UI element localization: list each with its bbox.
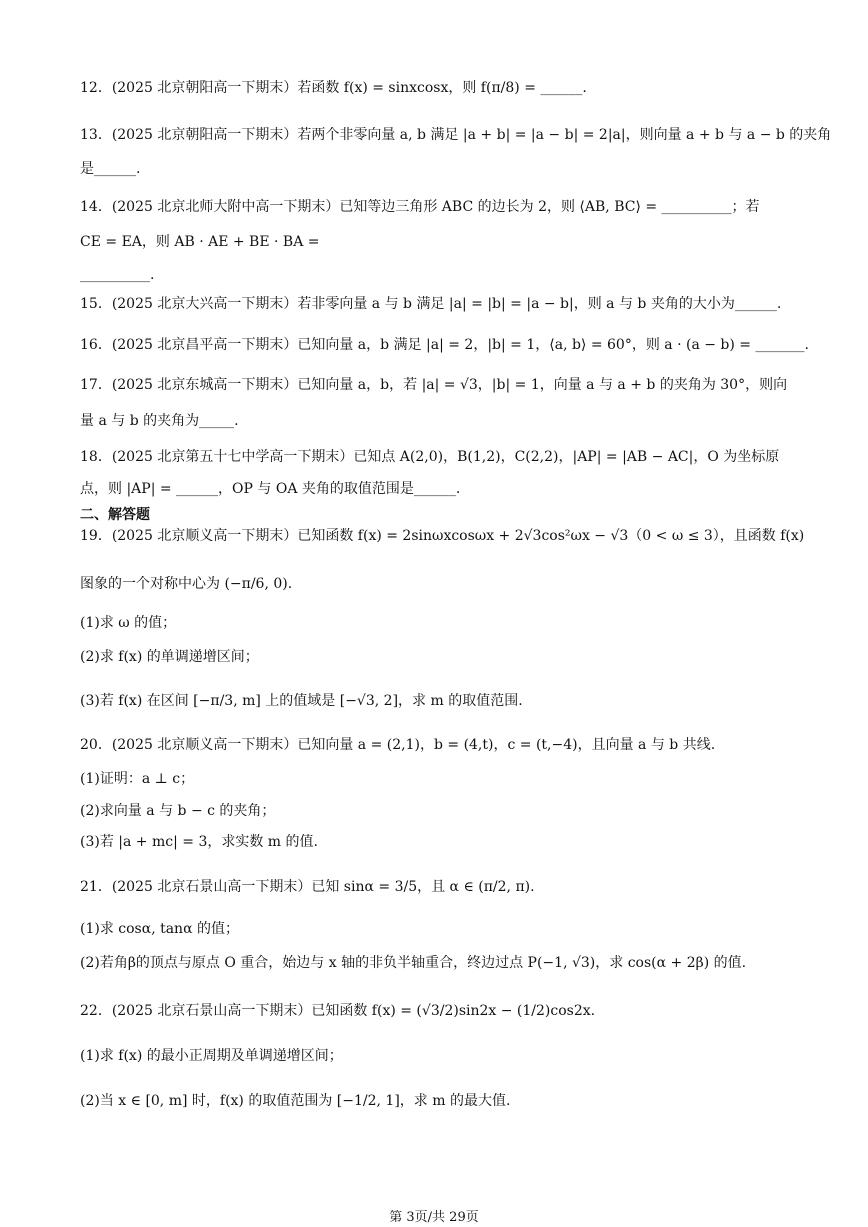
question-21-part-1: (1)求 cosα, tanα 的值； xyxy=(80,921,239,937)
question-14-line-1: 14．(2025 北京北师大附中高一下期末）已知等边三角形 ABC 的边长为 2，则 ⟨AB, BC⟩ = __________；若 xyxy=(80,199,760,215)
question-22-part-2: (2)当 x ∈ [0, m] 时，f(x) 的取值范围为 [−1/2, 1]，求 m 的最大值. xyxy=(80,1093,511,1109)
question-14-line-3: __________. xyxy=(80,267,155,283)
question-19-line-2: 图象的一个对称中心为 (−π/6, 0). xyxy=(80,576,293,592)
question-17-line-1: 17．(2025 北京东城高一下期末）已知向量 a，b，若 |a| = √3，|b| = 1，向量 a 与 a + b 的夹角为 30°，则向 xyxy=(80,377,788,393)
question-18-line-1: 18．(2025 北京第五十七中学高一下期末）已知点 A(2,0)，B(1,2)，C(2,2)，|AP| = |AB − AC|，O 为坐标原 xyxy=(80,449,780,465)
question-19-part-2: (2)求 f(x) 的单调递增区间； xyxy=(80,649,259,665)
question-13-line-1: 13．(2025 北京朝阳高一下期末）若两个非零向量 a, b 满足 |a + b| = |a − b| = 2|a|，则向量 a + b 与 a − b 的夹角 xyxy=(80,127,832,143)
page-number: 第 3页/共 29页 xyxy=(389,1210,479,1225)
question-22-line-1: 22．(2025 北京石景山高一下期末）已知函数 f(x) = (√3/2)sin2x − (1/2)cos2x. xyxy=(80,1003,596,1019)
question-18-line-2: 点，则 |AP| = ______，OP 与 OA 夹角的取值范围是______. xyxy=(80,481,461,497)
question-20-line-1: 20．(2025 北京顺义高一下期末）已知向量 a = (2,1)，b = (4,t)，c = (t,−4)，且向量 a 与 b 共线. xyxy=(80,737,716,753)
question-14-line-2: CE = EA，则 AB · AE + BE · BA = xyxy=(80,234,320,250)
question-22-part-1: (1)求 f(x) 的最小正周期及单调递增区间； xyxy=(80,1048,343,1064)
question-21-part-2: (2)若角β的顶点与原点 O 重合，始边与 x 轴的非负半轴重合，终边过点 P(−1, √3)，求 cos(α + 2β) 的值. xyxy=(80,955,747,971)
question-20-part-1: (1)证明：a ⊥ c； xyxy=(80,771,195,787)
question-19-part-1: (1)求 ω 的值； xyxy=(80,615,177,631)
section-heading: 二、解答题 xyxy=(80,507,150,523)
question-19-line-1: 19．(2025 北京顺义高一下期末）已知函数 f(x) = 2sinωxcosωx + 2√3cos²ωx − √3（0 < ω ≤ 3），且函数 f(x) xyxy=(80,528,805,544)
question-21-line-1: 21．(2025 北京石景山高一下期末）已知 sinα = 3/5，且 α ∈ (π/2, π). xyxy=(80,879,535,895)
question-12: 12．(2025 北京朝阳高一下期末）若函数 f(x) = sinxcosx，则 f(π/8) = ______. xyxy=(80,80,587,96)
question-15: 15．(2025 北京大兴高一下期末）若非零向量 a 与 b 满足 |a| = |b| = |a − b|，则 a 与 b 夹角的大小为______. xyxy=(80,296,782,312)
question-16: 16．(2025 北京昌平高一下期末）已知向量 a，b 满足 |a| = 2，|b| = 1，⟨a, b⟩ = 60°，则 a · (a − b) = _______. xyxy=(80,337,809,353)
question-17-line-2: 量 a 与 b 的夹角为_____. xyxy=(80,413,239,429)
question-20-part-3: (3)若 |a + mc| = 3，求实数 m 的值. xyxy=(80,834,318,850)
question-19-part-3: (3)若 f(x) 在区间 [−π/3, m] 上的值域是 [−√3, 2]，求 m 的取值范围. xyxy=(80,693,523,709)
question-13-line-2: 是______. xyxy=(80,161,141,177)
question-20-part-2: (2)求向量 a 与 b − c 的夹角； xyxy=(80,803,276,819)
